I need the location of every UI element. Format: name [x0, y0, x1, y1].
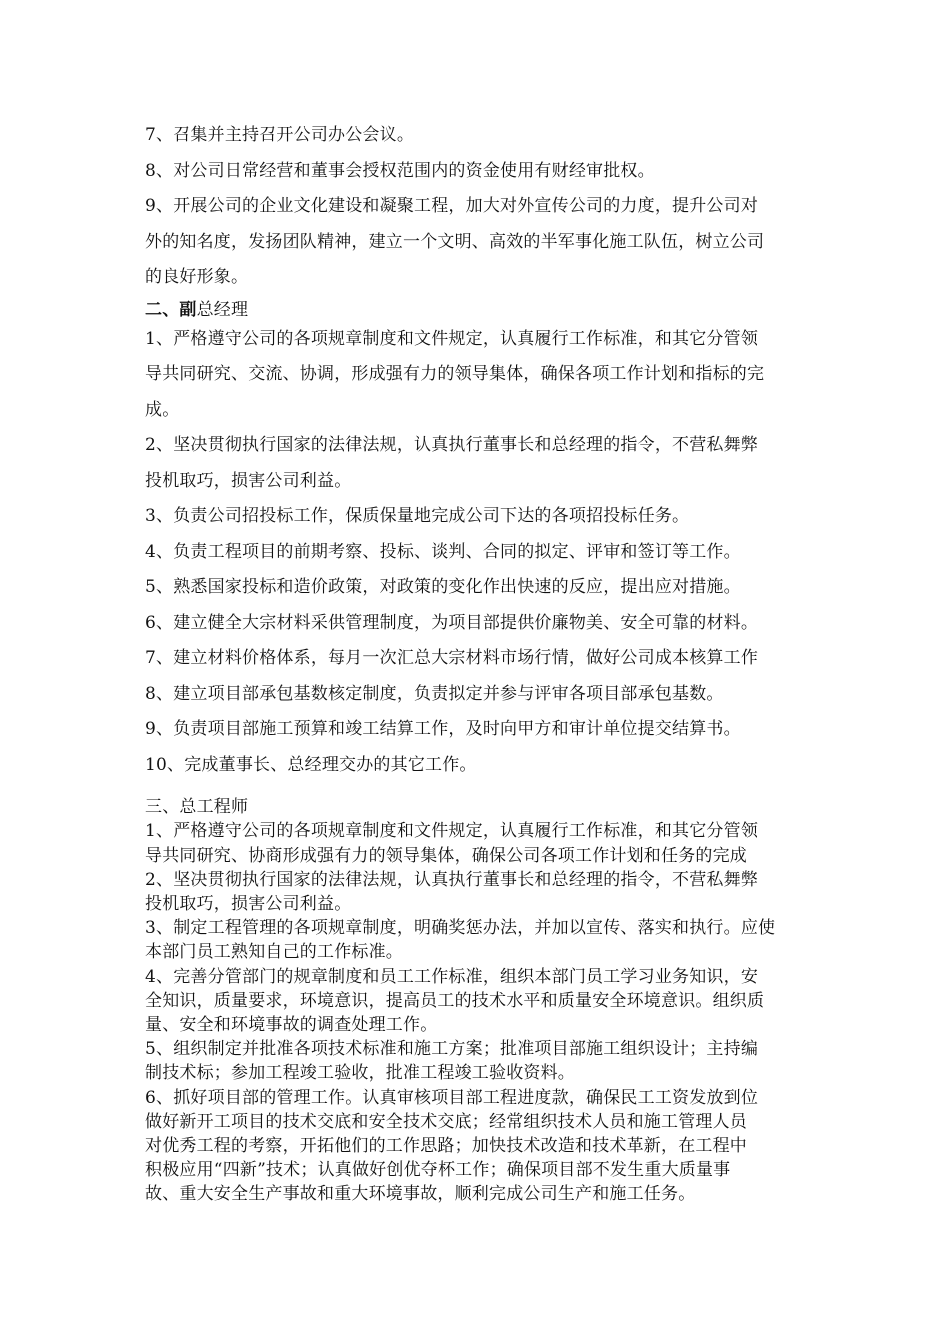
list-item-continuation: 制技术标；参加工程竣工验收，批准工程竣工验收资料。 [145, 1063, 575, 1084]
list-item-continuation: 做好新开工项目的技术交底和安全技术交底；经常组织技术人员和施工管理人员 [145, 1111, 747, 1132]
list-item: 2、坚决贯彻执行国家的法律法规，认真执行董事长和总经理的指令，不营私舞弊 [145, 435, 759, 456]
list-item: 4、完善分管部门的规章制度和员工工作标准，组织本部门员工学习业务知识，安 [145, 966, 759, 987]
list-item: 10、完成董事长、总经理交办的其它工作。 [145, 754, 477, 775]
document-page [145, 118, 815, 1207]
list-item: 5、组织制定并批准各项技术标准和施工方案；批准项目部施工组织设计；主持编 [145, 1039, 759, 1060]
list-item: 5、熟悉国家投标和造价政策，对政策的变化作出快速的反应，提出应对措施。 [145, 577, 741, 598]
list-item: 6、建立健全大宗材料采供管理制度，为项目部提供价廉物美、安全可靠的材料。 [145, 612, 759, 633]
list-item: 1、严格遵守公司的各项规章制度和文件规定，认真履行工作标准，和其它分管领 [145, 328, 759, 349]
section-heading: 三、总工程师 [145, 797, 249, 818]
list-item: 3、制定工程管理的各项规章制度，明确奖惩办法，并加以宣传、落实和执行。应使 [145, 918, 776, 939]
list-item: 4、负责工程项目的前期考察、投标、谈判、合同的拟定、评审和签订等工作。 [145, 541, 741, 562]
list-item: 2、坚决贯彻执行国家的法律法规，认真执行董事长和总经理的指令，不营私舞弊 [145, 869, 759, 890]
section-deputy-general-manager [145, 298, 815, 784]
list-item-continuation: 全知识，质量要求，环境意识，提高员工的技术水平和质量安全环境意识。组织质 [145, 990, 765, 1011]
list-item-continuation: 投机取巧，损害公司利益。 [145, 894, 352, 915]
list-item-continuation: 成。 [145, 399, 180, 420]
list-item-continuation: 量、安全和环境事故的调查处理工作。 [145, 1015, 438, 1036]
list-item-continuation: 故、重大安全生产事故和重大环境事故，顺利完成公司生产和施工任务。 [145, 1184, 696, 1205]
list-item-continuation: 的良好形象。 [145, 267, 249, 287]
list-item: 9、负责项目部施工预算和竣工结算工作，及时向甲方和审计单位提交结算书。 [145, 719, 741, 740]
list-item-continuation: 导共同研究、交流、协调，形成强有力的领导集体，确保各项工作计划和指标的完 [145, 364, 765, 385]
list-item: 1、严格遵守公司的各项规章制度和文件规定，认真履行工作标准，和其它分管领 [145, 821, 759, 842]
list-item: 8、建立项目部承包基数核定制度，负责拟定并参与评审各项目部承包基数。 [145, 683, 724, 704]
list-item-continuation: 投机取巧，损害公司利益。 [145, 470, 352, 491]
section-heading [145, 298, 815, 322]
list-item: 7、召集并主持召开公司办公会议。 [145, 125, 415, 145]
list-item: 7、建立材料价格体系，每月一次汇总大宗材料市场行情，做好公司成本核算工作 [145, 648, 759, 669]
section-heading-prefix: 二、副 [145, 299, 197, 320]
list-item-continuation: 本部门员工熟知自己的工作标准。 [145, 942, 403, 963]
list-item: 3、负责公司招投标工作，保质保量地完成公司下达的各项招投标任务。 [145, 506, 690, 527]
list-item-continuation: 外的知名度，发扬团队精神，建立一个文明、高效的半军事化施工队伍，树立公司 [145, 231, 765, 252]
list-item: 9、开展公司的企业文化建设和凝聚工程，加大对外宣传公司的力度，提升公司对 [145, 196, 759, 216]
list-item-continuation: 导共同研究、协商形成强有力的领导集体，确保公司各项工作计划和任务的完成 [145, 845, 747, 866]
section-heading-rest: 总经理 [196, 299, 249, 320]
list-item-continuation: 对优秀工程的考察，开拓他们的工作思路；加快技术改造和技术革新，在工程中 [145, 1136, 747, 1157]
list-item: 6、抓好项目部的管理工作。认真审核项目部工程进度款，确保民工工资发放到位 [145, 1087, 759, 1108]
section-chief-engineer [145, 795, 815, 1206]
list-item: 8、对公司日常经营和董事会授权范围内的资金使用有财经审批权。 [145, 160, 655, 181]
section-top [145, 118, 815, 296]
list-item-continuation: 积极应用“四新”技术；认真做好创优夺杯工作；确保项目部不发生重大质量事 [145, 1160, 731, 1181]
